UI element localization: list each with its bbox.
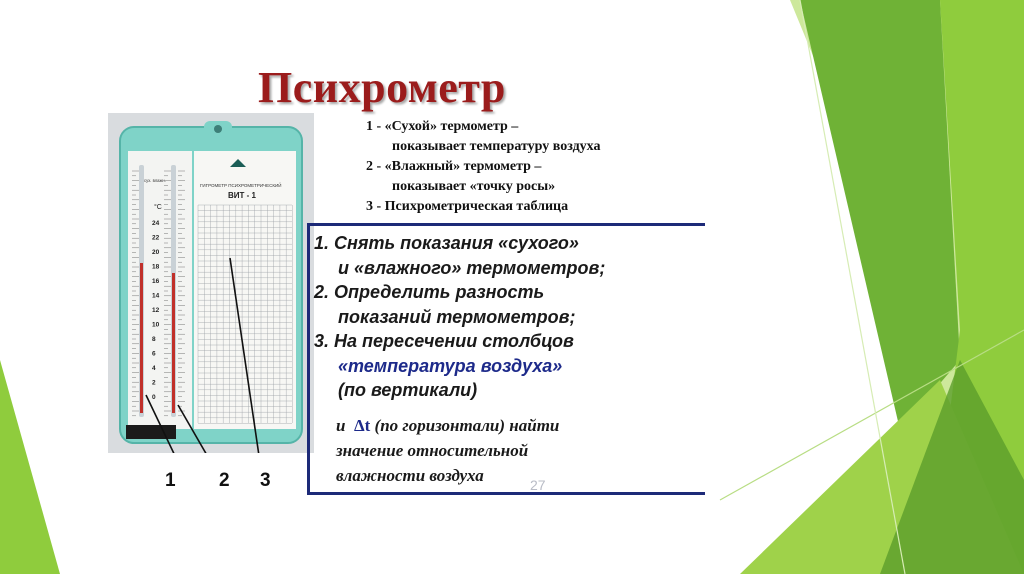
step-1-line-2: и «влажного» термометров; [338,257,606,278]
scale-label: 14 [152,292,160,300]
scale-label: 2 [152,379,156,387]
scale-label: 24 [152,220,160,227]
instrument-model: ВИТ - 1 [228,191,256,200]
pointer-number-1: 1 [165,470,176,491]
scale-label: 6 [152,350,156,358]
scale-label: 12 [152,307,160,314]
table-header: ГИГРОМЕТР ПСИХРОМЕТРИЧЕСКИЙ [200,183,282,188]
thermometer-panel [128,151,192,429]
step-3-line-3: (по вертикали) [338,380,478,400]
psychrometer-photo [108,113,314,453]
pointer-number-2: 2 [219,470,230,491]
scale-label: 10 [152,321,160,329]
legend-item-2: 2 - «Влажный» термометр – показывает «точку росы» [366,159,556,194]
legend-list [366,117,601,217]
left-green-triangle [0,360,60,574]
scale-label: 8 [152,336,156,343]
scale-label: 16 [152,278,160,285]
scale-label: 22 [152,234,160,242]
scale-label: 4 [152,365,156,372]
step-3-line-2: «температура воздуха» [338,355,563,376]
unit-label: °C [154,204,162,211]
step-3-continuation [336,413,559,488]
page-number: 27 [530,477,546,493]
legend-item-3: 3 - Психрометрическая таблица [366,199,569,214]
legend-item-1: 1 - «Сухой» термометр – показывает температуру воздуха [366,119,601,154]
right-green-shape-mid [800,0,960,430]
slide-title: Психрометр [258,63,506,112]
step-3-line-5: значение относительной [336,441,529,460]
step-2-line-2: показаний термометров; [338,306,576,327]
scale-label: 0 [152,394,156,401]
svg-text:сух. влажн.: сух. влажн. [144,178,166,183]
delta-t-symbol: Δt [353,416,371,435]
scale-label: 18 [152,263,160,271]
step-3-line-1: 3. На пересечении столбцов [314,331,574,351]
scale-label: 20 [152,249,160,256]
step-3-line-6: влажности воздуха [336,466,484,485]
step-2-line-1: 2. Определить разность [314,282,545,302]
instructions-list [314,231,704,403]
pointer-number-3: 3 [260,470,271,491]
step-1-line-1: 1. Снять показания «сухого» [314,233,579,253]
step-3-line-4: и Δt (по горизонтали) найти [336,416,560,435]
